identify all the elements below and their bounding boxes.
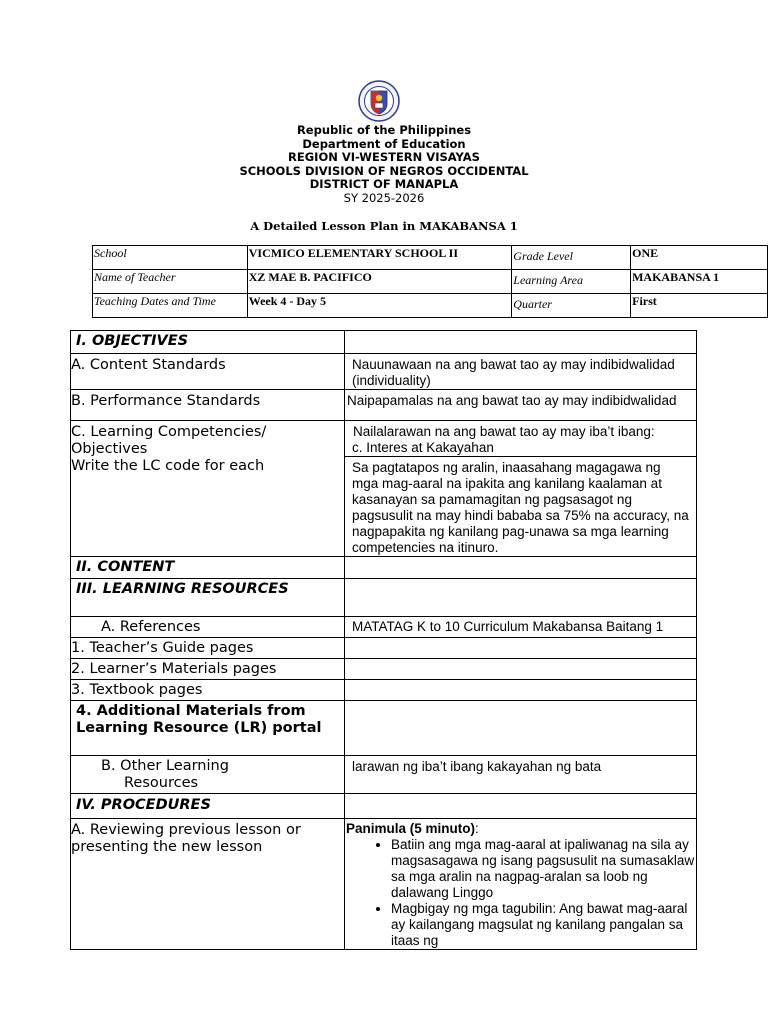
table-row	[71, 659, 697, 680]
competencies-label: C. Learning Competencies/ Objectives	[71, 424, 267, 457]
list-item: • Batiin ang mga mag-aaral at ipaliwanag na sila ay magsasagawa ng isang pagsusulit na sumasaklaw sa mga aralin na nagpag-aralan sa loob ng dalawang Linggo	[391, 837, 696, 901]
empty-cell	[345, 659, 697, 680]
table-row	[71, 579, 697, 617]
school-label: School	[93, 246, 248, 270]
empty-cell	[345, 579, 697, 617]
competencies-label-cell	[71, 421, 345, 557]
table-row	[71, 390, 697, 421]
department-line: Department of Education	[302, 136, 466, 151]
other-resources-label-1: B. Other Learning	[101, 758, 229, 774]
teachers-guide-label: 1. Teacher’s Guide pages	[71, 638, 345, 659]
teacher-label: Name of Teacher	[93, 270, 248, 294]
school-year-line: SY 2025-2026	[343, 190, 425, 205]
teacher-value: XZ MAE B. PACIFICO	[247, 270, 512, 294]
table-row	[71, 794, 697, 819]
reviewing-label: A. Reviewing previous lesson or presenting the new lesson	[71, 819, 345, 950]
deped-seal-icon	[355, 80, 403, 122]
content-standards-value: Nauunawaan na ang bawat tao ay may indibidwalidad (individuality)	[352, 357, 675, 388]
table-row	[93, 270, 768, 294]
performance-standards-cell	[345, 390, 697, 421]
info-table	[92, 245, 768, 318]
objective-cell	[345, 457, 696, 557]
other-resources-cell	[345, 756, 697, 794]
table-row	[71, 617, 697, 638]
procedures-heading: IV. PROCEDURES	[71, 794, 345, 819]
lc-code-label: Write the LC code for each	[71, 458, 265, 474]
school-value: VICMICO ELEMENTARY SCHOOL II	[247, 246, 512, 270]
references-label: A. References	[71, 617, 345, 638]
agency-header	[0, 124, 768, 205]
empty-cell	[345, 331, 697, 354]
empty-cell	[345, 680, 697, 701]
quarter-label: Quarter	[512, 294, 631, 318]
list-item: • Magbigay ng mga tagubilin: Ang bawat mag-aaral ay kailangang magsulat ng kanilang pangalan sa itaas ng	[391, 901, 696, 949]
table-row	[71, 354, 697, 390]
references-cell	[345, 617, 697, 638]
performance-standards-label: B. Performance Standards	[71, 390, 345, 421]
content-standards-cell	[345, 354, 697, 390]
republic-line: Republic of the Philippines	[296, 123, 472, 137]
panimula-heading: Panimula (5 minuto)	[346, 821, 476, 836]
empty-cell	[345, 794, 697, 819]
dates-label: Teaching Dates and Time	[93, 294, 248, 318]
procedure-list	[345, 837, 696, 949]
grade-level-value: ONE	[631, 246, 768, 270]
learning-area-label: Learning Area	[512, 270, 631, 294]
lesson-plan-table	[70, 330, 697, 950]
competency-cell	[345, 421, 696, 457]
district-line: DISTRICT OF MANAPLA	[309, 177, 459, 191]
other-resources-label-cell	[71, 756, 345, 794]
empty-cell	[345, 557, 697, 579]
table-row	[93, 246, 768, 270]
panimula-line	[345, 819, 696, 837]
table-row	[71, 756, 697, 794]
learning-resources-heading: III. LEARNING RESOURCES	[71, 579, 345, 617]
objectives-heading: I. OBJECTIVES	[71, 331, 345, 354]
content-standards-label: A. Content Standards	[71, 354, 345, 390]
competencies-cell	[345, 421, 697, 557]
textbook-label: 3. Textbook pages	[71, 680, 345, 701]
competency-line-2: c. Interes at Kakayahan	[352, 440, 494, 455]
learning-area-value: MAKABANSA 1	[631, 270, 768, 294]
panimula-colon: :	[475, 821, 479, 836]
table-row	[93, 294, 768, 318]
table-row	[71, 638, 697, 659]
other-resources-value: larawan ng iba’t ibang kakayahan ng bata	[352, 759, 602, 774]
procedure-cell	[345, 819, 697, 950]
division-line: SCHOOLS DIVISION OF NEGROS OCCIDENTAL	[239, 163, 529, 178]
quarter-value: First	[631, 294, 768, 318]
performance-standards-value: Naipapamalas na ang bawat tao ay may indibidwalidad	[347, 393, 677, 408]
table-row	[345, 457, 696, 557]
table-row	[71, 701, 697, 756]
grade-level-label: Grade Level	[512, 246, 631, 270]
table-row	[71, 421, 697, 557]
additional-materials-label: 4. Additional Materials from Learning Resource (LR) portal	[71, 701, 345, 756]
other-resources-label-2: Resources	[124, 775, 199, 791]
table-row	[71, 557, 697, 579]
region-line: REGION VI-WESTERN VISAYAS	[288, 150, 480, 164]
empty-cell	[345, 701, 697, 756]
references-value: MATATAG K to 10 Curriculum Makabansa Baitang 1	[352, 619, 664, 634]
empty-cell	[345, 638, 697, 659]
table-row	[71, 819, 697, 950]
competency-line-1: Nailalarawan na ang bawat tao ay may iba’t ibang:	[353, 424, 655, 439]
competencies-inner	[345, 421, 696, 556]
content-heading: II. CONTENT	[71, 557, 345, 579]
table-row	[71, 680, 697, 701]
dates-value: Week 4 - Day 5	[247, 294, 512, 318]
learners-materials-label: 2. Learner’s Materials pages	[71, 659, 345, 680]
plan-title: A Detailed Lesson Plan in MAKABANSA 1	[250, 219, 518, 233]
table-row	[71, 331, 697, 354]
table-row	[345, 421, 696, 457]
objective-value: Sa pagtatapos ng aralin, inaasahang magagawa ng mga mag-aaral na ipakita ang kanilang kaalaman at kasanayan sa pamamagitan ng pagsasagot ng pagsusulit na may hindi bababa sa 75% na accuracy, na nagpapakita ng kanilang pag-unawa sa mga learning competencies na itinuro.	[352, 460, 689, 555]
